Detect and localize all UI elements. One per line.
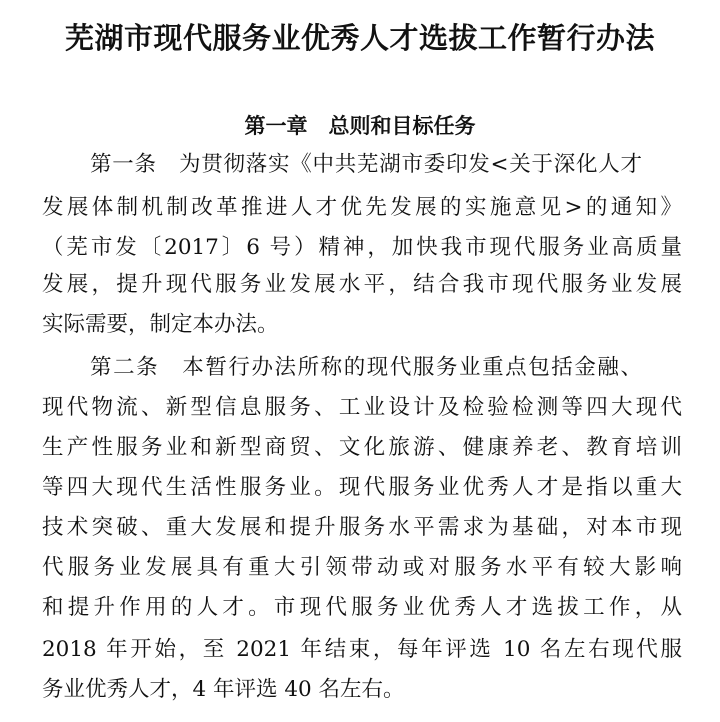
- article-2-line-4: 等四大现代生活性服务业。现代服务业优秀人才是指以重大: [42, 475, 682, 500]
- article-1-line-2: 发展体制机制改革推进人才优先发展的实施意见>的通知》: [42, 195, 682, 220]
- chapter-heading: 第一章 总则和目标任务: [244, 114, 476, 138]
- article-2-line-8: 2018 年开始，至 2021 年结束，每年评选 10 名左右现代服: [42, 637, 682, 662]
- article-1-line-4: 发展，提升现代服务业发展水平，结合我市现代服务业发展: [42, 272, 682, 297]
- article-2-line-6: 代服务业发展具有重大引领带动或对服务水平有较大影响: [42, 555, 682, 580]
- article-1-line-5: 实际需要，制定本办法。: [42, 312, 279, 337]
- article-2-line-7: 和提升作用的人才。市现代服务业优秀人才选拔工作，从: [42, 595, 682, 620]
- document-title: 芜湖市现代服务业优秀人才选拔工作暂行办法: [64, 21, 655, 55]
- article-2-line-5: 技术突破、重大发展和提升服务水平需求为基础，对本市现: [42, 515, 682, 540]
- article-1-line-3: （芜市发〔2017〕6 号）精神，加快我市现代服务业高质量: [42, 235, 682, 260]
- article-2-line-2: 现代物流、新型信息服务、工业设计及检验检测等四大现代: [42, 395, 682, 420]
- article-1-line-1: 第一条 为贯彻落实《中共芜湖市委印发<关于深化人才: [90, 152, 642, 177]
- article-2-line-3: 生产性服务业和新型商贸、文化旅游、健康养老、教育培训: [42, 435, 682, 460]
- article-2-line-9: 务业优秀人才，4 年评选 40 名左右。: [42, 677, 405, 702]
- article-2-line-1: 第二条 本暂行办法所称的现代服务业重点包括金融、: [90, 355, 642, 380]
